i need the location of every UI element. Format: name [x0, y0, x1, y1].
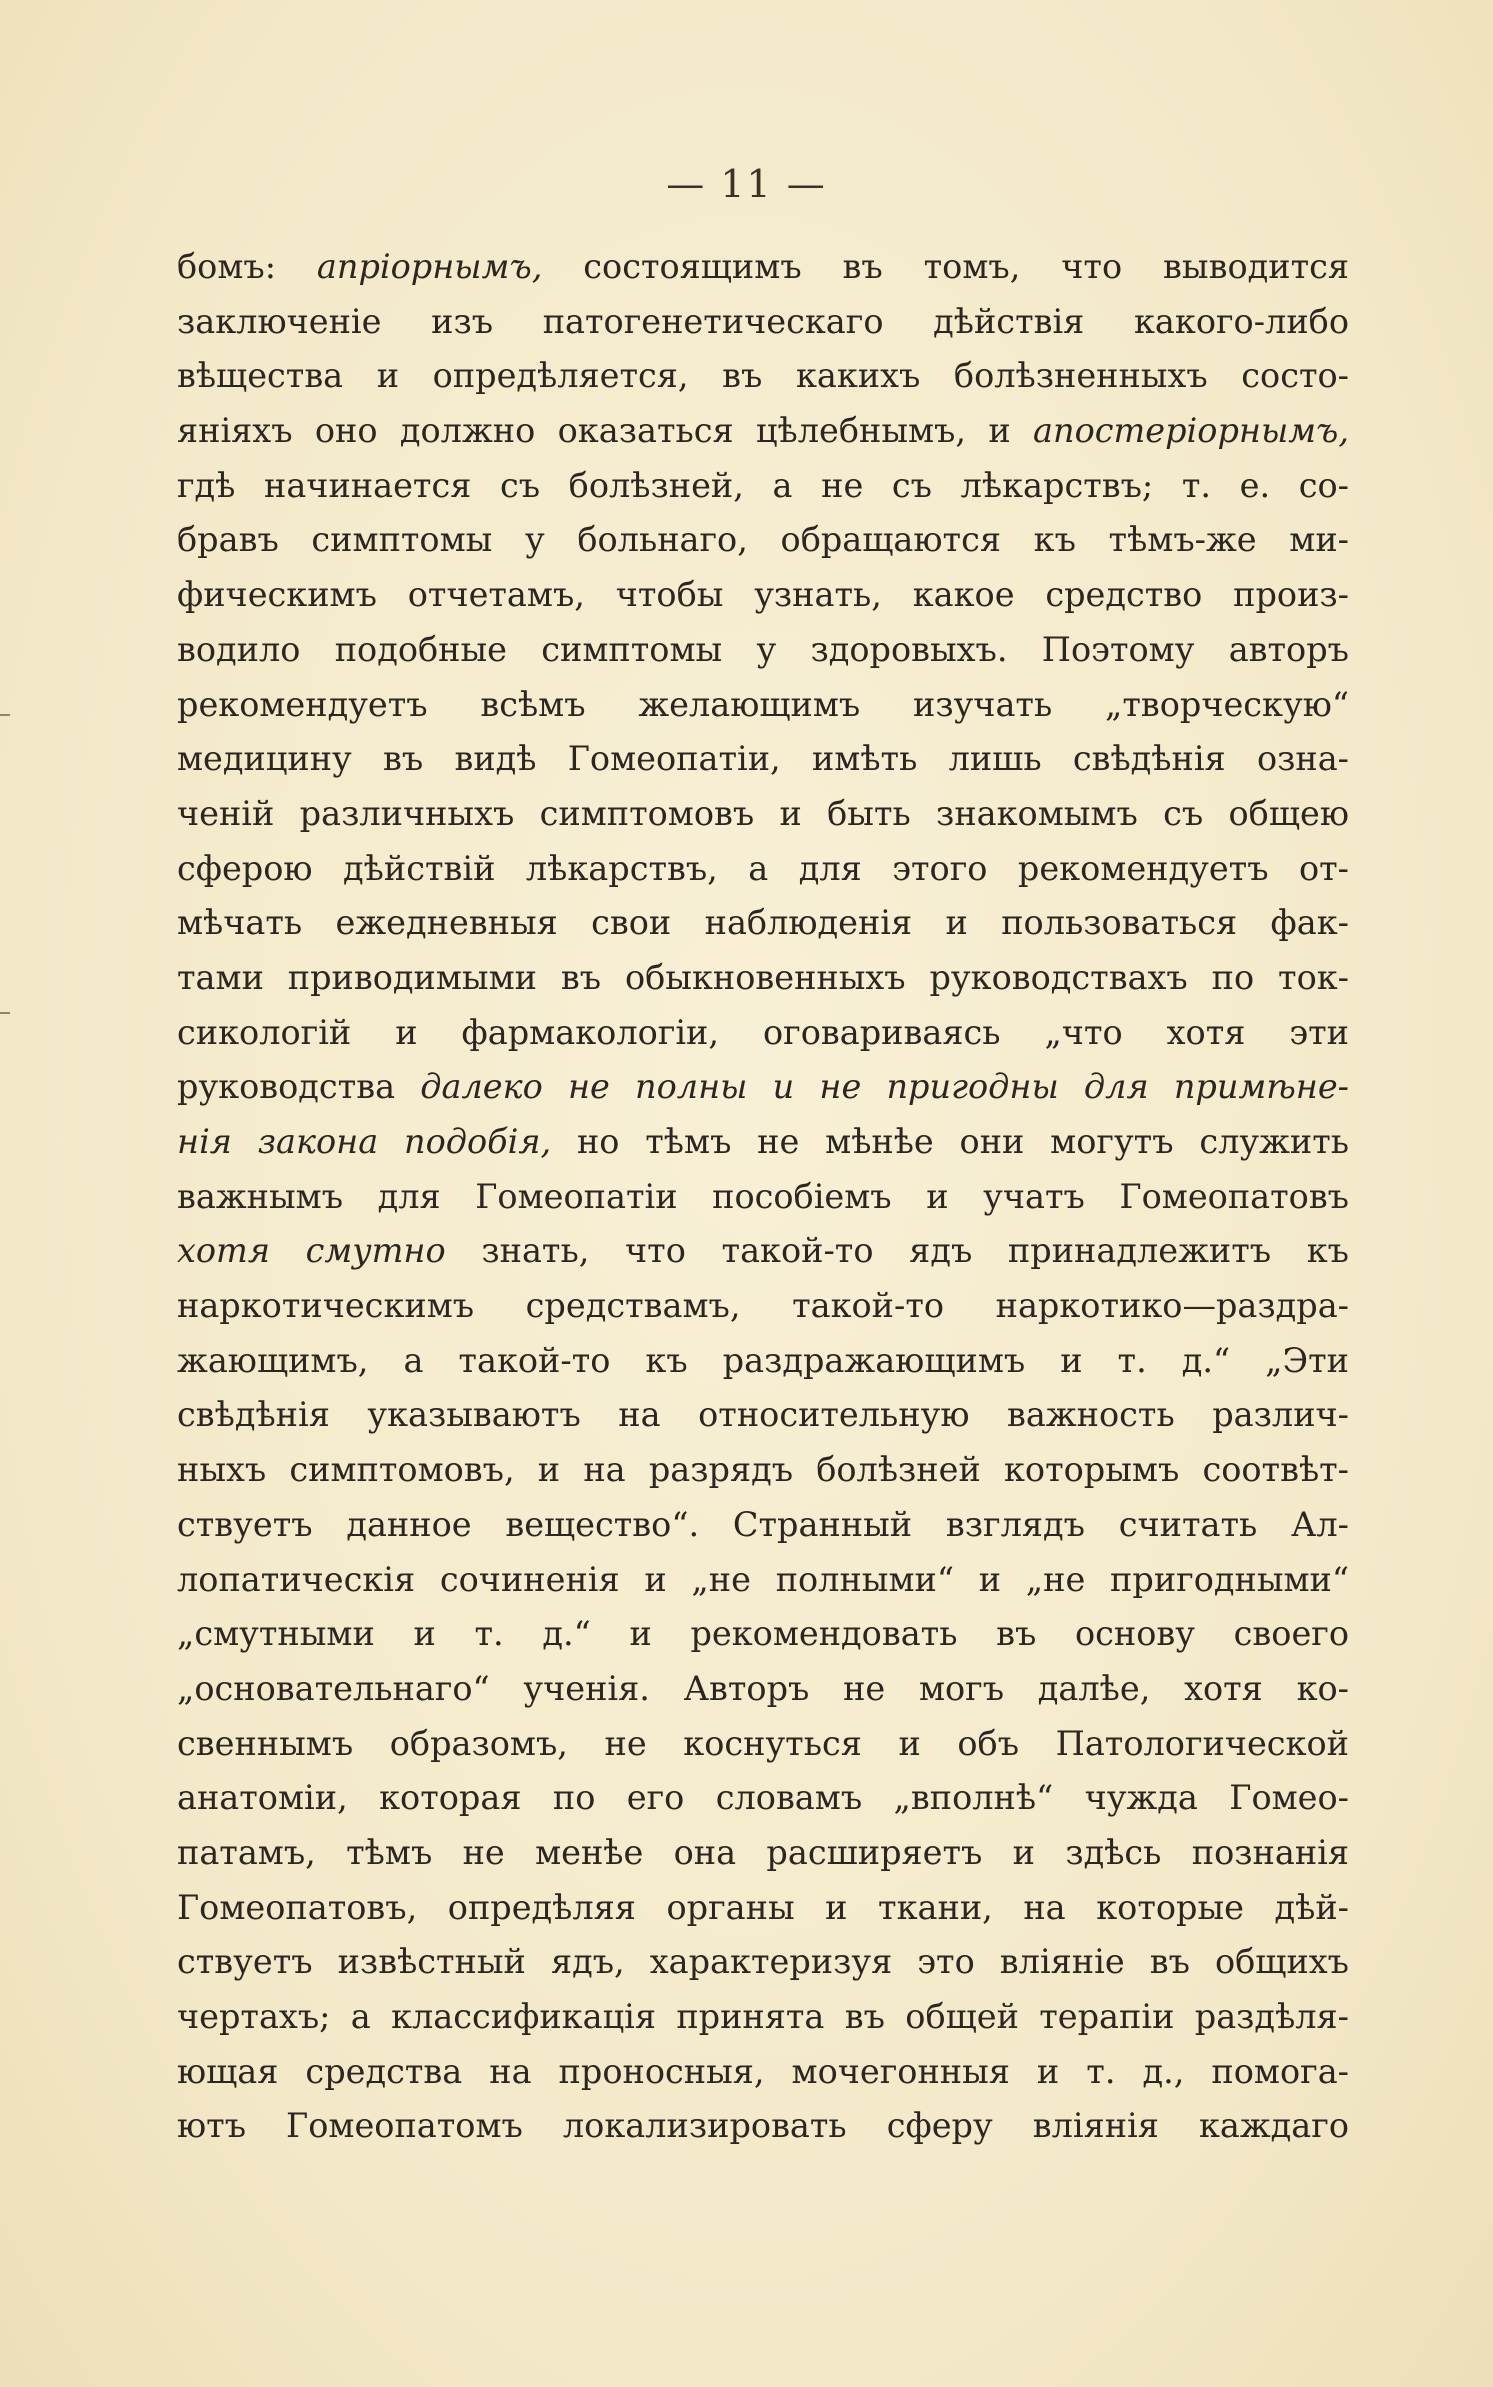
italic-text: нія закона подобія, [177, 1122, 552, 1161]
margin-mark [0, 1012, 10, 1014]
text-span: ченій различныхъ симптомовъ и быть знакомымъ съ общею [177, 793, 1349, 833]
text-line [177, 1170, 1349, 1225]
text-span: ющая средства на проносныя, мочегонныя и т. д., помога- [177, 2051, 1349, 2091]
text-line [177, 2045, 1349, 2100]
body-text [177, 240, 1349, 2154]
text-line [177, 295, 1349, 350]
italic-text: апріорнымъ, [316, 247, 543, 286]
text-span: важнымъ для Гомеопатіи пособіемъ и учатъ Гомеопатовъ [177, 1176, 1349, 1216]
text-line [177, 896, 1349, 951]
text-span: патамъ, тѣмъ не менѣе она расширяетъ и здѣсь познанія [177, 1832, 1349, 1872]
text-line [177, 404, 1349, 459]
text-span: „основательнаго“ ученія. Авторъ не могъ далѣе, хотя ко- [177, 1668, 1349, 1708]
text-span: водило подобные симптомы у здоровыхъ. Поэтому авторъ [177, 629, 1349, 669]
text-span: гдѣ начинается съ болѣзней, а не съ лѣкарствъ; т. е. со- [177, 465, 1349, 505]
text-line [177, 1717, 1349, 1772]
text-span: лопатическія сочиненія и „не полными“ и „не пригодными“ [177, 1559, 1349, 1599]
text-line [177, 1771, 1349, 1826]
text-line [177, 1006, 1349, 1061]
text-line [177, 1498, 1349, 1553]
text-line [177, 1553, 1349, 1608]
text-span: Гомеопатовъ, опредѣляя органы и ткани, на которые дѣй- [177, 1887, 1349, 1927]
text-span: сикологій и фармакологіи, оговариваясь „что хотя эти [177, 1012, 1349, 1052]
text-line [177, 678, 1349, 733]
text-span: ютъ Гомеопатомъ локализировать сферу вліянія каждаго [177, 2106, 1349, 2146]
page-number: — 11 — [666, 162, 827, 206]
text-span: ныхъ симптомовъ, и на разрядъ болѣзней которымъ соотвѣт- [177, 1450, 1349, 1490]
text-line [177, 2099, 1349, 2154]
italic-text: апостеріорнымъ, [1033, 411, 1349, 451]
text-line [177, 951, 1349, 1006]
text-span: чертахъ; а классификація принята въ общей терапіи раздѣля- [177, 1997, 1349, 2036]
text-span: свѣдѣнія указываютъ на относительную важность различ- [177, 1395, 1349, 1435]
text-line [177, 568, 1349, 623]
text-line [177, 1662, 1349, 1717]
text-span: но тѣмъ не мѣнѣе они могутъ служить [551, 1122, 1349, 1161]
text-span: руководства [177, 1067, 421, 1107]
text-line [177, 240, 1349, 295]
text-line [177, 1060, 1349, 1115]
text-line [177, 1826, 1349, 1881]
text-span: рекомендуетъ всѣмъ желающимъ изучать „творческую“ [177, 684, 1349, 724]
text-span: яніяхъ оно должно оказаться цѣлебнымъ, и [177, 411, 1034, 451]
text-line [177, 1935, 1349, 1990]
text-span: медицину въ видѣ Гомеопатіи, имѣть лишь свѣдѣнія озна- [177, 739, 1349, 779]
text-span: знать, что такой-то ядъ принадлежитъ къ [445, 1231, 1349, 1271]
text-line [177, 1990, 1349, 2045]
text-span: фическимъ отчетамъ, чтобы узнать, какое средство произ- [177, 575, 1349, 615]
text-line [177, 1881, 1349, 1936]
text-span: вѣщества и опредѣляется, въ какихъ болѣзненныхъ состо- [177, 356, 1349, 396]
text-span: „смутными и т. д.“ и рекомендовать въ основу своего [177, 1614, 1349, 1654]
text-span: жающимъ, а такой-то къ раздражающимъ и т. д.“ „Эти [177, 1340, 1349, 1380]
text-span: сферою дѣйствій лѣкарствъ, а для этого рекомендуетъ от- [177, 848, 1349, 888]
text-span: анатоміи, которая по его словамъ „вполнѣ“ чужда Гомео- [177, 1778, 1349, 1818]
margin-mark [0, 714, 10, 716]
text-line [177, 842, 1349, 897]
text-span: тами приводимыми въ обыкновенныхъ руководствахъ по ток- [177, 957, 1349, 997]
text-span: ствуетъ данное вещество“. Странный взглядъ считать Ал- [177, 1504, 1349, 1544]
text-line [177, 349, 1349, 404]
text-span: свеннымъ образомъ, не коснуться и объ Патологической [177, 1723, 1349, 1763]
text-span: заключеніе изъ патогенетическаго дѣйствія какого-либо [177, 301, 1349, 341]
text-line [177, 1607, 1349, 1662]
text-line [177, 1388, 1349, 1443]
text-line [177, 1334, 1349, 1389]
text-span: бомъ: [177, 247, 317, 286]
text-line [177, 732, 1349, 787]
text-span: состоящимъ въ томъ, что выводится [542, 247, 1349, 286]
text-line [177, 787, 1349, 842]
text-line [177, 513, 1349, 568]
text-line [177, 1115, 1349, 1170]
text-line [177, 623, 1349, 678]
italic-text: хотя смутно [177, 1231, 446, 1271]
text-line [177, 1224, 1349, 1279]
text-span: мѣчать ежедневныя свои наблюденія и пользоваться фак- [177, 903, 1349, 943]
text-span: наркотическимъ средствамъ, такой-то наркотико—раздра- [177, 1286, 1349, 1326]
italic-text: далеко не полны и не пригодны для примѣне- [420, 1067, 1349, 1107]
text-line [177, 1443, 1349, 1498]
text-span: бравъ симптомы у больнаго, обращаются къ тѣмъ-же ми- [177, 520, 1349, 560]
text-span: ствуетъ извѣстный ядъ, характеризуя это вліяніе въ общихъ [177, 1942, 1349, 1982]
text-line [177, 459, 1349, 514]
text-line [177, 1279, 1349, 1334]
